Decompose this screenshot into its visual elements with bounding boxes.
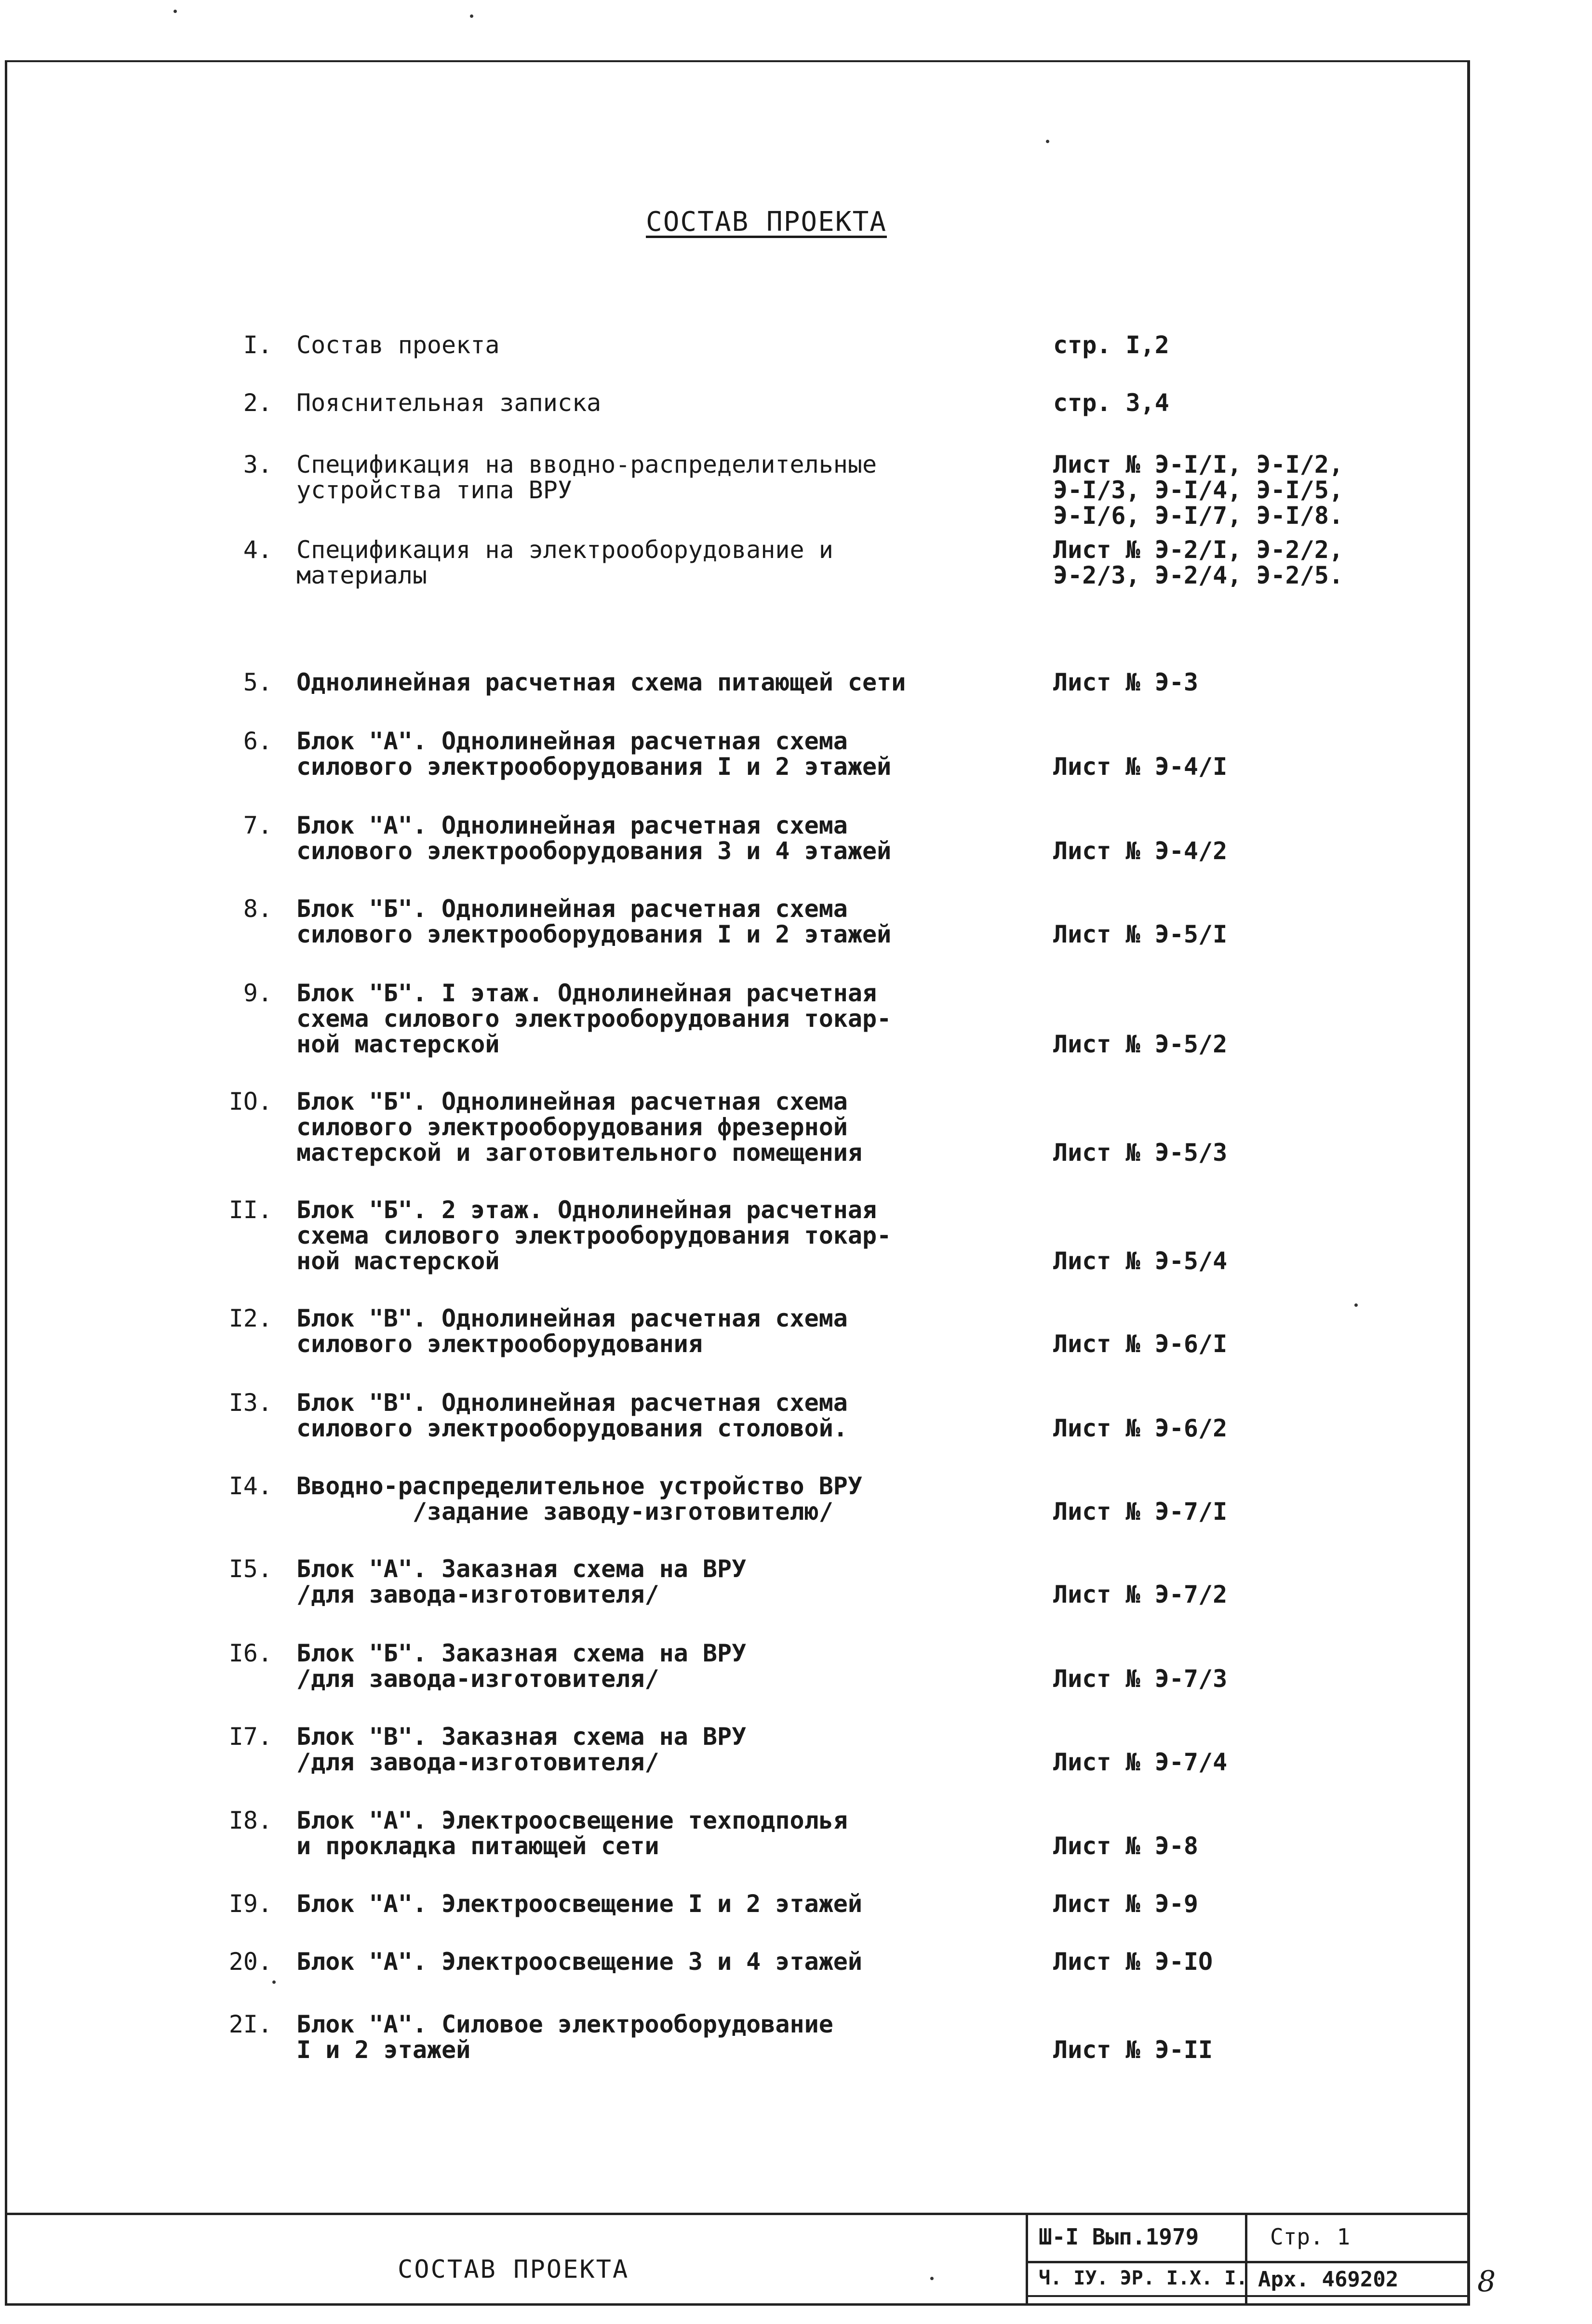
item-description-line: Спецификация на электрооборудование и [296,536,833,564]
item-description [296,813,1019,864]
item-description-line: силового электрооборудования столовой. [296,1414,848,1442]
item-number: I8. [228,1806,272,1834]
item-description [296,896,1019,947]
item-description [296,1556,1019,1607]
item-sheet-reference [1053,1666,1381,1692]
item-sheet-reference [1053,1331,1381,1357]
sheet-reference-line: Лист № Э-9 [1053,1890,1199,1918]
title-block-divider [1026,2261,1468,2263]
title-block-issue: Ш-I Вып.1979 [1039,2224,1199,2250]
sheet-reference-line: Лист № Э-3 [1053,668,1199,696]
item-sheet-reference [1053,754,1381,780]
item-number: 3. [243,451,272,478]
sheet-reference-line: Лист № Э-I/I, Э-I/2, [1053,451,1344,478]
item-description [296,1808,1019,1859]
margin-handwritten-mark: 8 [1477,2265,1496,2298]
item-number: 2. [243,389,272,417]
scan-speck [1046,140,1049,143]
title-block-code: Ч. IУ. ЭР. I.Х. I. [1039,2267,1248,2289]
item-description [296,537,1019,588]
sheet-reference-line: Лист № Э-5/I [1053,920,1228,948]
item-number: I4. [228,1472,272,1500]
sheet-reference-line: Лист № Э-8 [1053,1832,1199,1860]
item-number: 9. [243,979,272,1007]
sheet-reference-line: Лист № Э-5/3 [1053,1139,1228,1167]
item-sheet-reference [1053,1750,1381,1775]
title-block-archive: Арх. 469202 [1258,2267,1399,2292]
item-description-line: Блок "Б". Однолинейная расчетная схема [296,895,848,923]
item-number: 20. [228,1948,272,1976]
item-sheet-reference [1053,838,1381,864]
item-description-line: ной мастерской [296,1247,500,1275]
item-number: IO. [228,1088,272,1116]
item-description [296,1306,1019,1357]
item-number: I5. [228,1555,272,1583]
item-sheet-reference [1053,922,1381,947]
item-number: 6. [243,727,272,755]
item-description [296,1891,1019,1917]
item-sheet-reference [1053,1499,1381,1525]
item-sheet-reference [1053,1248,1381,1274]
item-description-line: Спецификация на вводно-распределительные [296,451,877,478]
item-sheet-reference [1053,537,1381,588]
item-description-line: Однолинейная расчетная схема питающей сети [296,668,906,696]
item-sheet-reference [1053,452,1381,529]
scan-speck [470,14,473,18]
sheet-reference-line: Лист № Э-7/3 [1053,1665,1228,1693]
item-number: I9. [228,1890,272,1918]
item-description-line: схема силового электрооборудования токар- [296,1005,892,1033]
item-description-line: Блок "А". Однолинейная расчетная схема [296,811,848,839]
sheet-reference-line: Э-I/6, Э-I/7, Э-I/8. [1053,502,1344,530]
item-sheet-reference [1053,1140,1381,1166]
title-block-page: Стр. 1 [1270,2224,1351,2250]
item-description [296,1474,1019,1525]
item-sheet-reference [1053,1582,1381,1607]
item-sheet-reference [1053,332,1381,358]
item-description-line: Блок "А". Заказная схема на ВРУ [296,1555,747,1583]
page-title: СОСТАВ ПРОЕКТА [646,206,887,238]
item-number: I2. [228,1304,272,1332]
item-description-line: Блок "Б". I этаж. Однолинейная расчетная [296,979,877,1007]
item-sheet-reference [1053,1891,1381,1917]
item-sheet-reference [1053,390,1381,416]
title-block-divider [1245,2215,1247,2306]
item-description-line: Вводно-распределительное устройство ВРУ [296,1472,862,1500]
item-description-line: Блок "А". Однолинейная расчетная схема [296,727,848,755]
item-description-line: силового электрооборудования I и 2 этажей [296,753,892,781]
sheet-reference-line: Лист № Э-4/I [1053,753,1228,781]
item-description [296,1089,1019,1166]
sheet-reference-line: Лист № Э-IO [1053,1948,1213,1976]
sheet-reference-line: Лист № Э-2/I, Э-2/2, [1053,536,1344,564]
item-description-line: ной мастерской [296,1030,500,1058]
item-description [296,981,1019,1057]
sheet-reference-line: Лист № Э-5/4 [1053,1247,1228,1275]
item-number: 2I. [228,2010,272,2038]
sheet-reference-line: стр. 3,4 [1053,389,1169,417]
sheet-reference-line: Лист № Э-7/4 [1053,1748,1228,1776]
sheet-reference-line: стр. I,2 [1053,331,1169,359]
item-description-line: и прокладка питающей сети [296,1832,659,1860]
item-description-line: /для завода-изготовителя/ [296,1748,659,1776]
item-description-line: Блок "А". Электроосвещение техподполья [296,1806,848,1834]
item-number: 5. [243,668,272,696]
item-number: 4. [243,536,272,564]
item-description-line: силового электрооборудования фрезерной [296,1113,848,1141]
item-number: 7. [243,811,272,839]
item-description [296,729,1019,780]
item-sheet-reference [1053,670,1381,695]
item-description [296,670,1019,695]
item-description-line: Блок "Б". 2 этаж. Однолинейная расчетная [296,1196,877,1224]
sheet-reference-line: Э-2/3, Э-2/4, Э-2/5. [1053,561,1344,589]
item-description [296,332,1019,358]
item-description-line: /для завода-изготовителя/ [296,1665,659,1693]
item-description-line: Блок "А". Электроосвещение 3 и 4 этажей [296,1948,862,1976]
item-description-line: силового электрооборудования [296,1330,703,1358]
item-description-line: устройства типа ВРУ [296,476,572,504]
item-sheet-reference [1053,1416,1381,1441]
item-description-line: Блок "В". Однолинейная расчетная схема [296,1389,848,1417]
item-sheet-reference [1053,2037,1381,2063]
item-description-line: I и 2 этажей [296,2036,471,2064]
title-block-divider [1026,2215,1028,2306]
item-sheet-reference [1053,1032,1381,1057]
scan-speck [930,2277,934,2280]
sheet-reference-line: Лист № Э-5/2 [1053,1030,1228,1058]
item-description-line: Блок "В". Заказная схема на ВРУ [296,1723,747,1751]
item-description-line: /задание заводу-изготовителю/ [296,1498,833,1526]
title-block-name: СОСТАВ ПРОЕКТА [398,2255,629,2284]
item-description [296,1641,1019,1692]
item-description-line: силового электрооборудования 3 и 4 этажей [296,837,892,865]
item-description-line: Блок "Б". Заказная схема на ВРУ [296,1639,747,1667]
sheet-reference-line: Лист № Э-6/I [1053,1330,1228,1358]
sheet-reference-line: Э-I/3, Э-I/4, Э-I/5, [1053,476,1344,504]
item-description [296,1390,1019,1441]
item-description-line: Блок "Б". Однолинейная расчетная схема [296,1088,848,1116]
item-description [296,390,1019,416]
item-number: I. [243,331,272,359]
item-number: I7. [228,1723,272,1751]
sheet-reference-line: Лист № Э-7/2 [1053,1580,1228,1608]
item-description-line: силового электрооборудования I и 2 этажей [296,920,892,948]
item-description-line: Состав проекта [296,331,500,359]
title-block [7,2213,1468,2303]
item-description-line: Пояснительная записка [296,389,602,417]
sheet-reference-line: Лист № Э-II [1053,2036,1213,2064]
item-description-line: Блок "А". Электроосвещение I и 2 этажей [296,1890,862,1918]
item-description [296,1949,1019,1975]
item-description [296,1724,1019,1775]
item-description [296,2012,1019,2063]
item-description-line: схема силового электрооборудования токар- [296,1222,892,1249]
item-number: 8. [243,895,272,923]
item-sheet-reference [1053,1949,1381,1975]
sheet-reference-line: Лист № Э-6/2 [1053,1414,1228,1442]
item-number: II. [228,1196,272,1224]
item-description [296,1197,1019,1274]
item-description-line: Блок "А". Силовое электрооборудование [296,2010,833,2038]
item-description-line: Блок "В". Однолинейная расчетная схема [296,1304,848,1332]
scan-speck [1354,1303,1358,1307]
item-number: I3. [228,1389,272,1417]
item-sheet-reference [1053,1833,1381,1859]
scan-speck [272,1980,276,1984]
sheet-reference-line: Лист № Э-7/I [1053,1498,1228,1526]
item-number: I6. [228,1639,272,1667]
item-description-line: /для завода-изготовителя/ [296,1580,659,1608]
item-description [296,452,1019,503]
item-description-line: мастерской и заготовительного помещения [296,1139,862,1167]
scan-speck [174,10,177,13]
sheet-reference-line: Лист № Э-4/2 [1053,837,1228,865]
item-description-line: материалы [296,561,427,589]
title-block-divider [1026,2295,1468,2297]
